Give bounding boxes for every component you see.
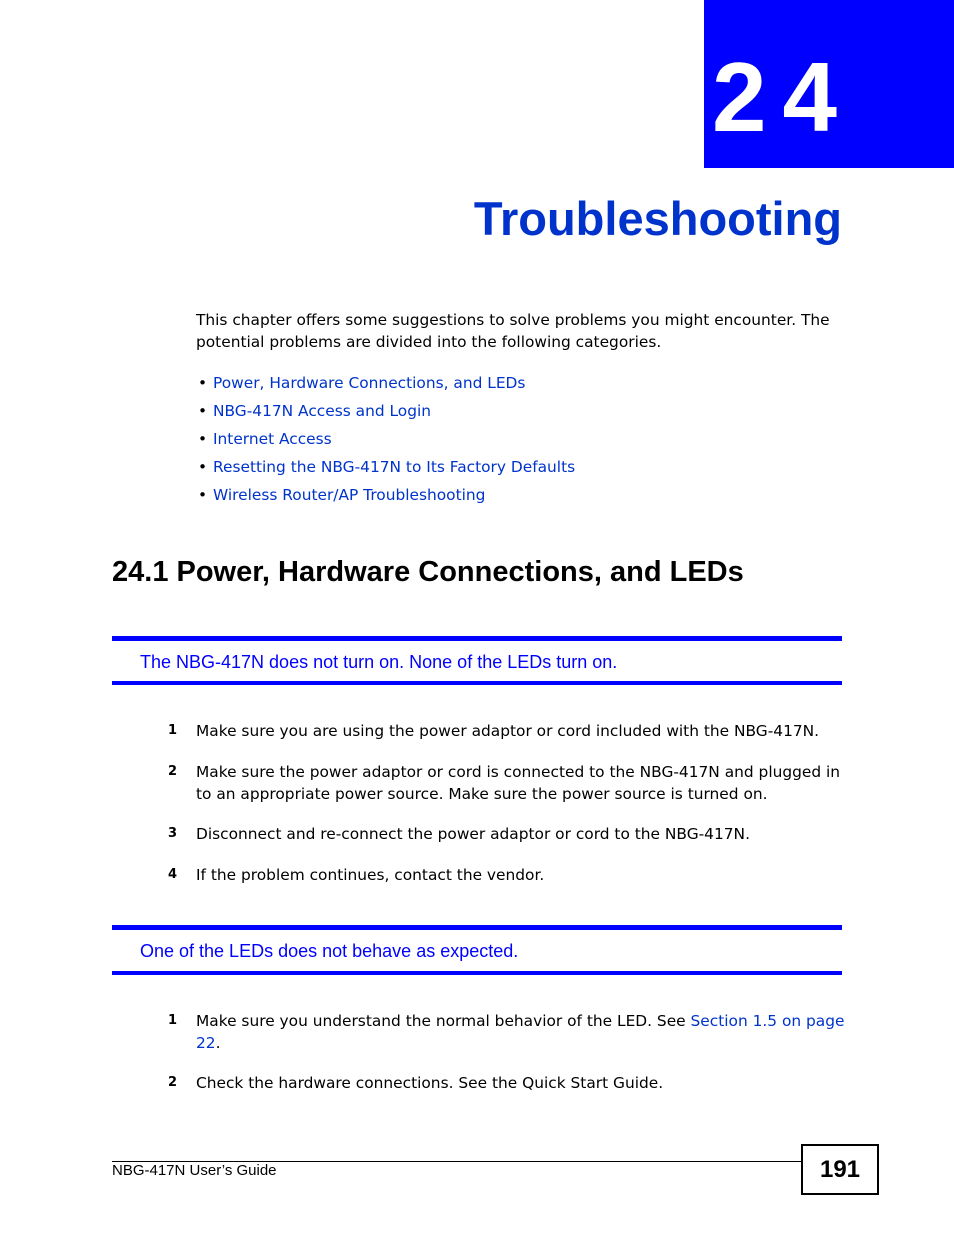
page-number: 191 xyxy=(801,1144,879,1195)
footer-guide-title: NBG-417N User’s Guide xyxy=(112,1162,277,1179)
category-link-access-login[interactable]: NBG-417N Access and Login xyxy=(213,402,432,420)
step-number: 4 xyxy=(168,867,178,882)
step-number: 3 xyxy=(168,826,178,841)
bullet-icon: • xyxy=(198,458,208,476)
step-text-before: Make sure you understand the normal behavior of the LED. See xyxy=(196,1012,691,1030)
step-text xyxy=(196,1010,846,1054)
intro-paragraph: This chapter offers some suggestions to solve problems you might encounter. The potential problems are divided into the following categories. xyxy=(196,311,830,351)
list-item xyxy=(196,456,575,484)
category-list xyxy=(196,372,575,512)
bullet-icon: • xyxy=(198,486,208,504)
chapter-title: Troubleshooting xyxy=(473,192,842,245)
category-link-internet[interactable]: Internet Access xyxy=(213,430,332,448)
list-item xyxy=(196,484,575,512)
category-link-wireless[interactable]: Wireless Router/AP Troubleshooting xyxy=(213,486,486,504)
problem-title-2: One of the LEDs does not behave as expected. xyxy=(140,941,519,961)
bullet-icon: • xyxy=(198,374,208,392)
problem-box-2 xyxy=(112,925,842,975)
problem-title-1: The NBG-417N does not turn on. None of the LEDs turn on. xyxy=(140,652,618,672)
problem-box-1 xyxy=(112,636,842,685)
chapter-number: 24 xyxy=(712,42,854,152)
step-number: 1 xyxy=(168,723,178,738)
list-item xyxy=(196,428,575,456)
step-text: Disconnect and re-connect the power adaptor or cord to the NBG-417N. xyxy=(196,825,750,843)
section-reference-link[interactable]: Section 1.5 on page 22 xyxy=(196,1012,845,1052)
list-item xyxy=(196,400,575,428)
section-heading: 24.1 Power, Hardware Connections, and LEDs xyxy=(112,556,744,588)
step-text: Make sure you are using the power adaptor or cord included with the NBG-417N. xyxy=(196,722,820,740)
category-link-power[interactable]: Power, Hardware Connections, and LEDs xyxy=(213,374,526,392)
step-text: Check the hardware connections. See the Quick Start Guide. xyxy=(196,1074,664,1092)
category-link-reset[interactable]: Resetting the NBG-417N to Its Factory Defaults xyxy=(213,458,576,476)
step-text: If the problem continues, contact the vendor. xyxy=(196,866,545,884)
list-item xyxy=(196,372,575,400)
step-text-after: . xyxy=(215,1034,221,1052)
step-number: 2 xyxy=(168,764,178,779)
bullet-icon: • xyxy=(198,402,208,420)
step-number: 2 xyxy=(168,1075,178,1090)
step-text: Make sure the power adaptor or cord is connected to the NBG-417N and plugged in to an appropriate power source. Make sure the power source is turned on. xyxy=(196,763,841,803)
bullet-icon: • xyxy=(198,430,208,448)
step-number: 1 xyxy=(168,1013,178,1028)
